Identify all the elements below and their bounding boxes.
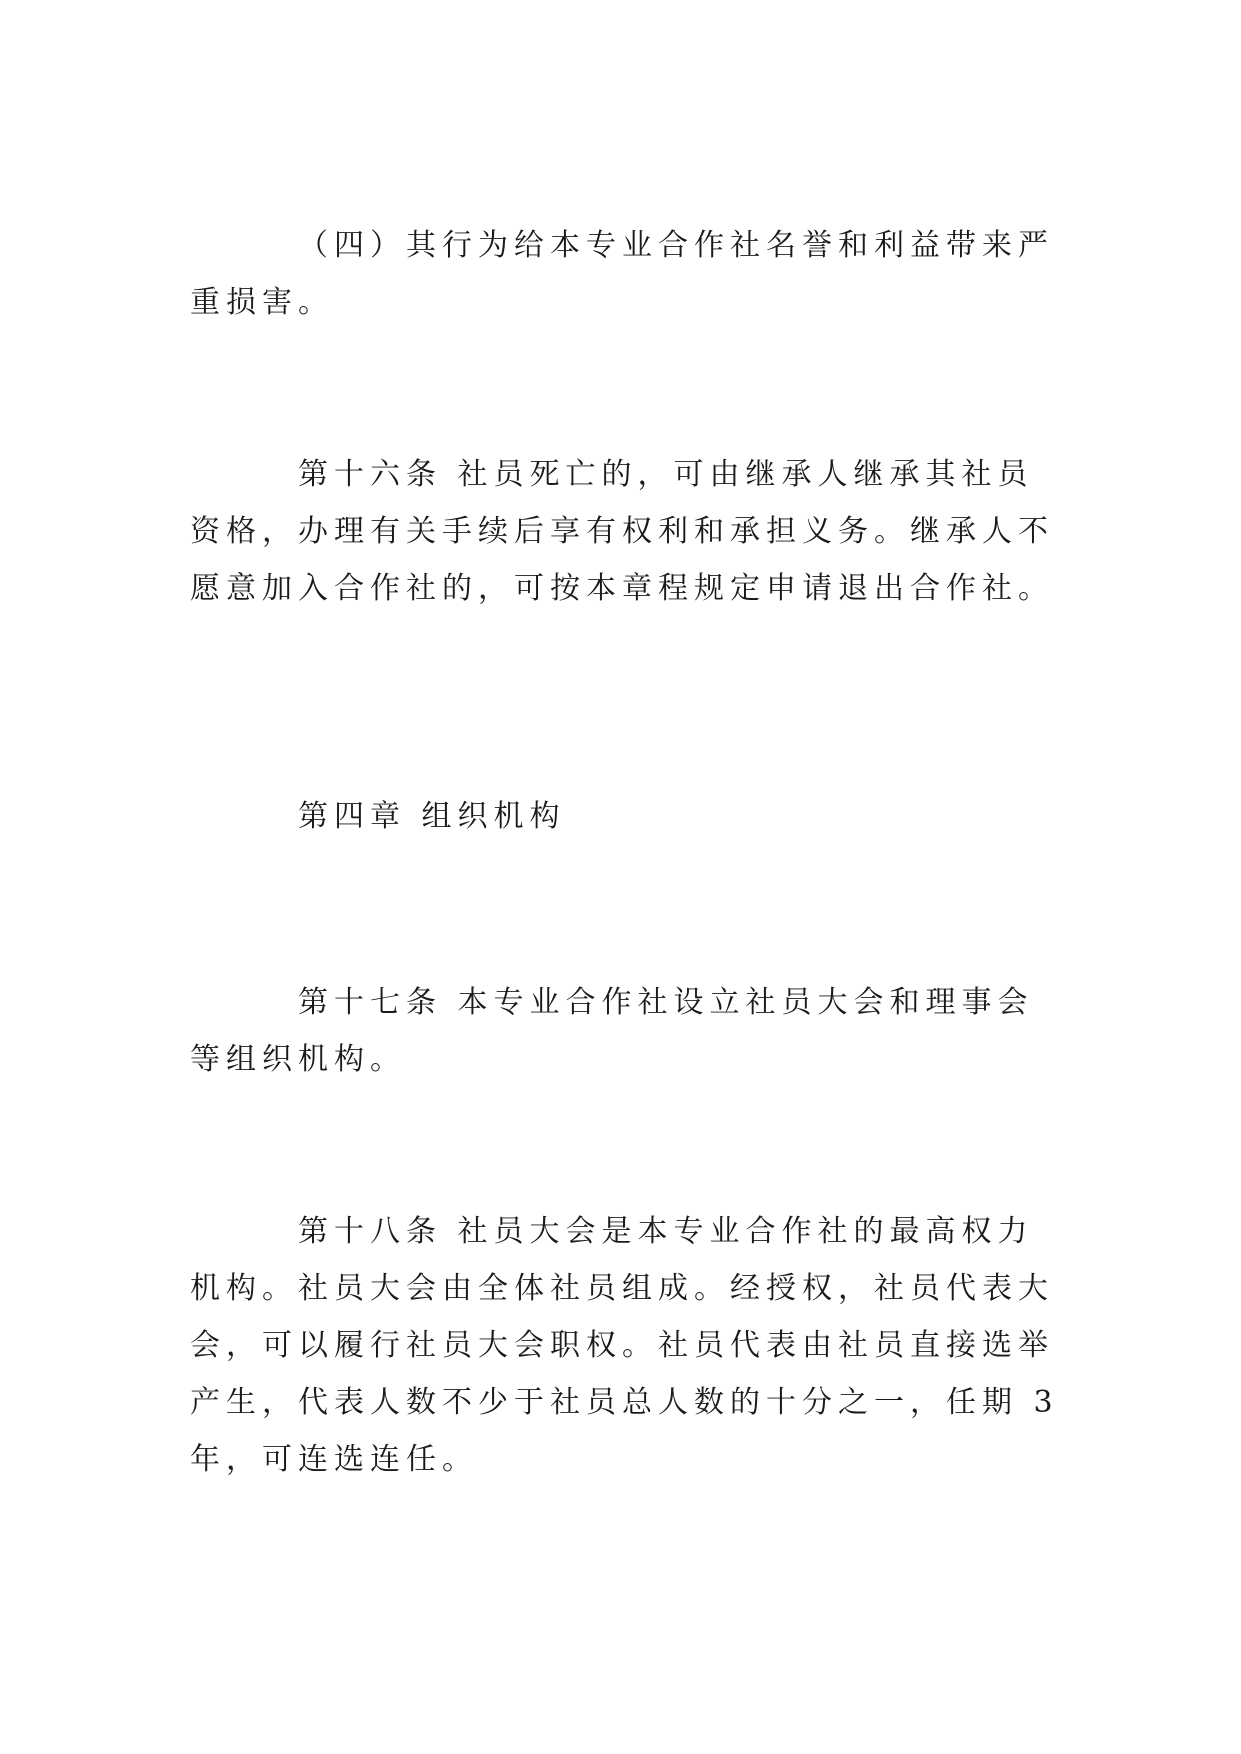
paragraph-article-16: 第十六条 社员死亡的，可由继承人继承其社员资格，办理有关手续后享有权利和承担义务。继承人不愿意加入合作社的，可按本章程规定申请退出合作社。 bbox=[190, 457, 1054, 606]
paragraph-article-18: 第十八条 社员大会是本专业合作社的最高权力机构。社员大会由全体社员组成。经授权，社员代表大会，可以履行社员大会职权。社员代表由社员直接选举产生，代表人数不少于社员总人数的十分之一，任期 3 年，可连选连任。 bbox=[190, 1214, 1059, 1477]
paragraph-item-4-serious-damage: （四）其行为给本专业合作社名誉和利益带来严重损害。 bbox=[190, 228, 1054, 320]
paragraph-article-17: 第十七条 本专业合作社设立社员大会和理事会等组织机构。 bbox=[190, 985, 1034, 1077]
chapter-4-heading: 第四章 组织机构 bbox=[298, 799, 566, 834]
